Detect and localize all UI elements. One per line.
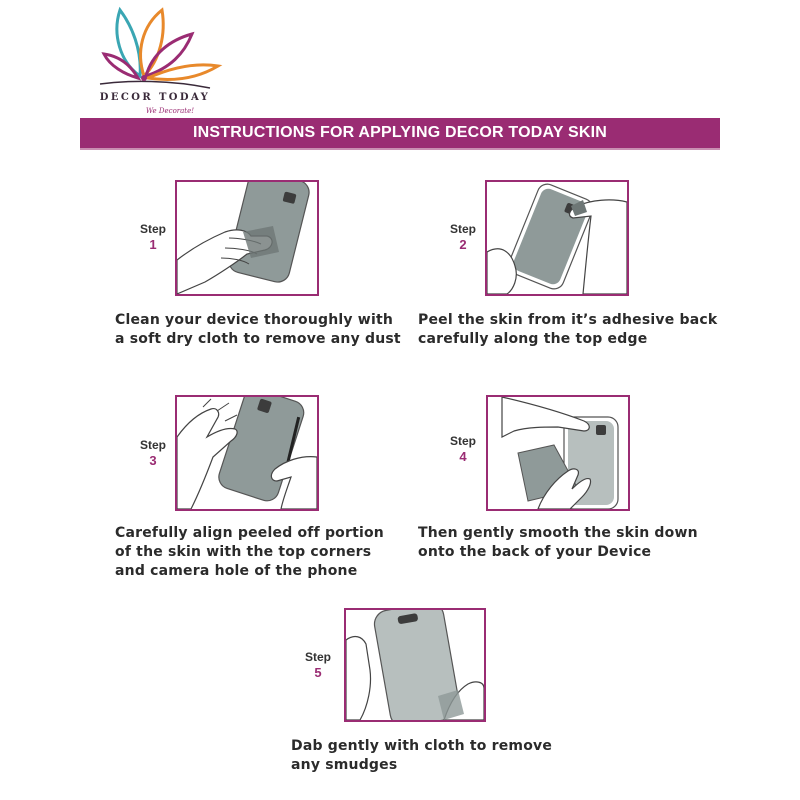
- step-number: 5: [314, 665, 322, 680]
- step-3-label: [133, 438, 173, 468]
- step-5-caption: Dab gently with cloth to remove any smudges: [291, 738, 553, 773]
- step-number: 1: [149, 237, 157, 252]
- brand-tagline: We Decorate!: [145, 107, 195, 115]
- step-5-label: [298, 650, 338, 680]
- step-word: Step: [139, 438, 166, 452]
- step-number: 3: [149, 453, 157, 468]
- hands-smoothing-skin-icon: [488, 397, 628, 509]
- step-4-label: [443, 434, 483, 464]
- step-number: 4: [459, 449, 467, 464]
- step-word: Step: [449, 222, 476, 236]
- hand-dabbing-phone-icon: [346, 610, 484, 720]
- step-1-illustration: [175, 180, 319, 296]
- step-word: Step: [449, 434, 476, 448]
- step-3-caption: Carefully align peeled off portion of the skin with the top corners and camera hole of the phone: [115, 525, 384, 579]
- step-word: Step: [139, 222, 166, 236]
- step-2-illustration: [485, 180, 629, 296]
- title-banner: [80, 118, 720, 150]
- hands-peeling-skin-icon: [487, 182, 627, 294]
- hands-aligning-skin-icon: [177, 397, 317, 509]
- step-word: Step: [304, 650, 331, 664]
- brand-name: DECOR TODAY: [99, 92, 211, 103]
- step-2-label: [443, 222, 483, 252]
- step-1-caption: Clean your device thoroughly with a soft dry cloth to remove any dust: [115, 312, 401, 347]
- hand-wiping-phone-icon: [177, 182, 317, 294]
- step-3-illustration: [175, 395, 319, 511]
- step-4-caption: Then gently smooth the skin down onto the back of your Device: [418, 525, 698, 560]
- lotus-flower-icon: [80, 4, 230, 96]
- brand-logo: [80, 4, 230, 122]
- page-title: INSTRUCTIONS FOR APPLYING DECOR TODAY SKIN: [192, 124, 608, 141]
- step-1-label: [133, 222, 173, 252]
- step-4-illustration: [486, 395, 630, 511]
- step-number: 2: [459, 237, 467, 252]
- step-5-illustration: [344, 608, 486, 722]
- step-2-caption: Peel the skin from it’s adhesive back carefully along the top edge: [418, 312, 718, 347]
